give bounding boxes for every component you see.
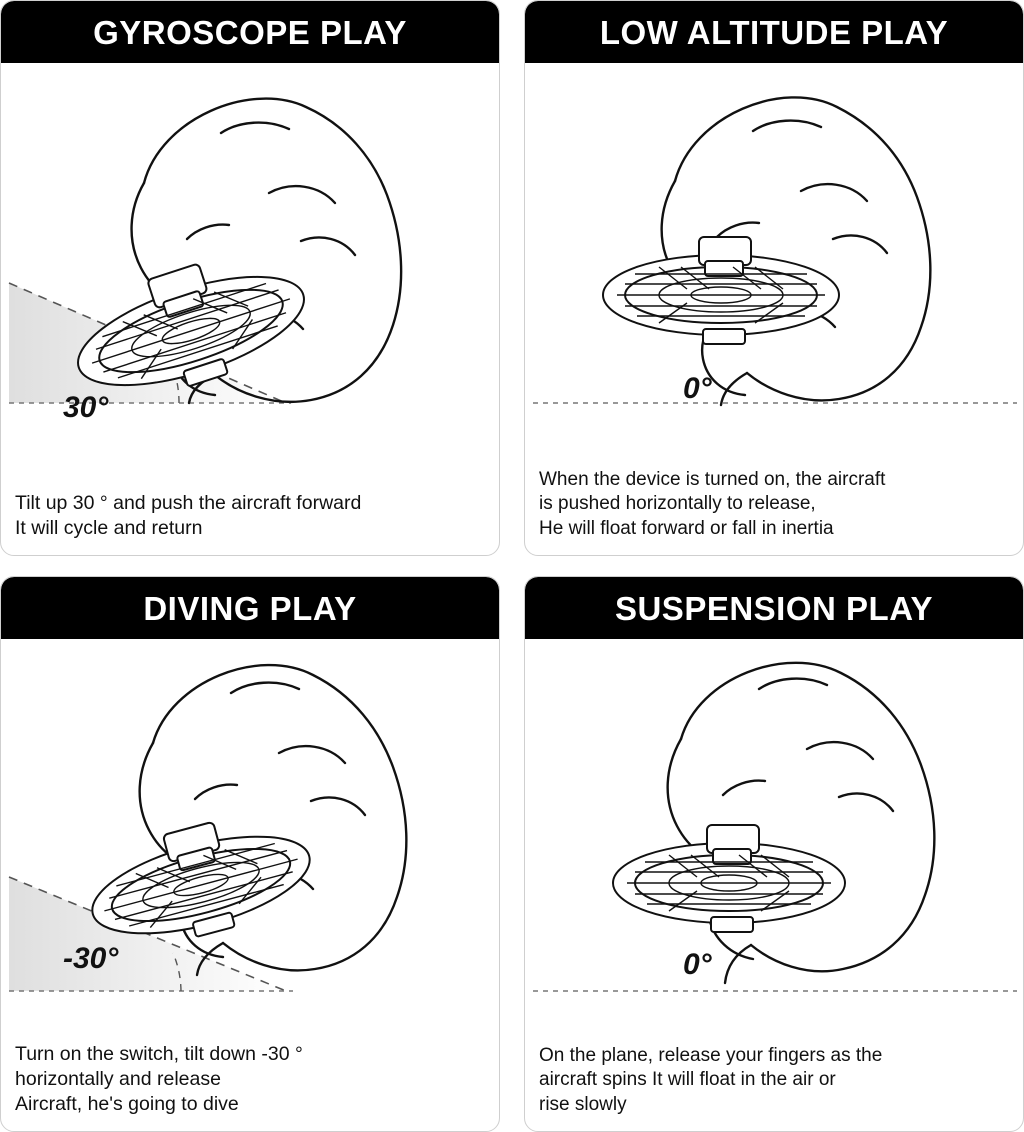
illustration-diving [1, 639, 499, 1040]
caption-line: It will cycle and return [15, 517, 203, 540]
card-caption [1, 489, 499, 555]
caption-line: Aircraft, he's going to dive [15, 1093, 239, 1116]
angle-label: 0° [683, 372, 712, 406]
caption-line: On the plane, release your fingers as the [539, 1045, 883, 1067]
card-suspension-play [524, 576, 1024, 1132]
card-title: GYROSCOPE PLAY [93, 13, 407, 51]
angle-label: 30° [63, 391, 109, 425]
illustration-gyroscope [1, 63, 499, 489]
card-header [1, 1, 499, 63]
card-title: DIVING PLAY [143, 589, 357, 627]
card-low-altitude-play [524, 0, 1024, 556]
card-gyroscope-play [0, 0, 500, 556]
caption-line: horizontally and release [15, 1068, 221, 1091]
card-header [525, 1, 1023, 63]
caption-line: He will float forward or fall in inertia [539, 517, 834, 539]
angle-label: 0° [683, 948, 712, 982]
card-title: LOW ALTITUDE PLAY [599, 13, 949, 51]
caption-line: is pushed horizontally to release, [539, 493, 816, 515]
angle-label: -30° [63, 942, 119, 976]
caption-line: rise slowly [539, 1093, 627, 1115]
card-header [525, 577, 1023, 639]
card-caption [1, 1040, 499, 1131]
card-diving-play [0, 576, 500, 1132]
caption-line: Turn on the switch, tilt down -30 ° [15, 1043, 303, 1066]
card-title: SUSPENSION PLAY [614, 589, 934, 627]
caption-line: When the device is turned on, the aircraft [539, 469, 886, 491]
card-caption [525, 466, 1023, 555]
illustration-low-altitude [525, 63, 1023, 466]
caption-line: Tilt up 30 ° and push the aircraft forward [15, 492, 362, 515]
card-header [1, 577, 499, 639]
illustration-suspension [525, 639, 1023, 1042]
caption-line: aircraft spins It will float in the air or [539, 1069, 836, 1091]
card-caption [525, 1042, 1023, 1131]
